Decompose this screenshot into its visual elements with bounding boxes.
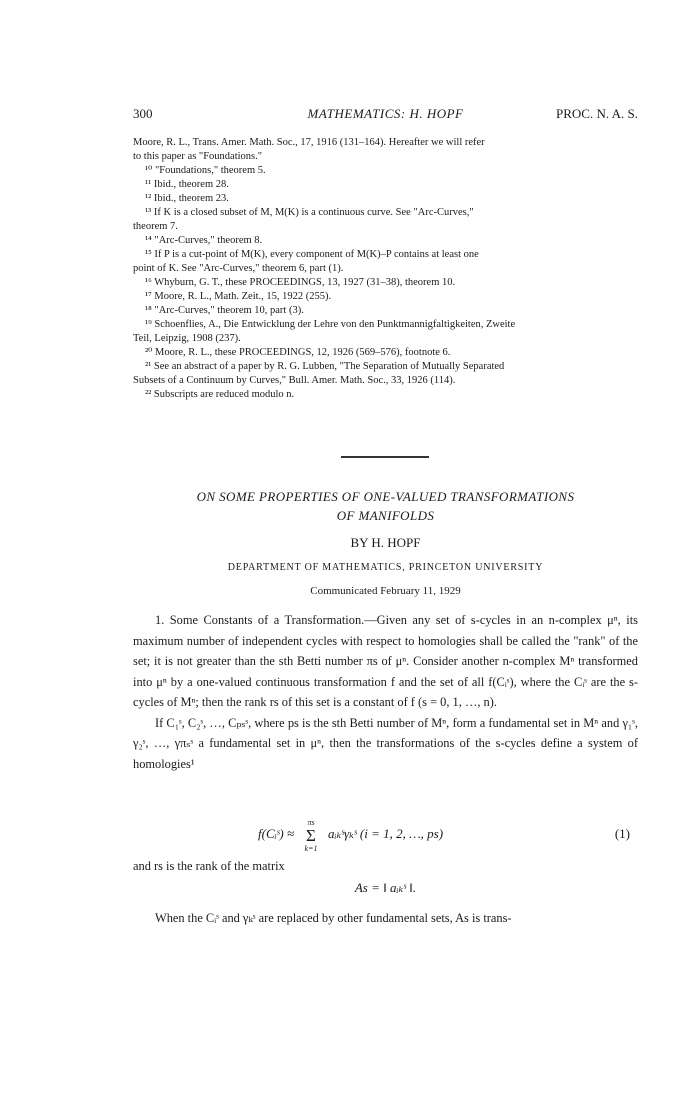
- sigma-symbol: Σ: [306, 826, 316, 845]
- footnote-line: ¹³ If K is a closed subset of M, M(K) is a continuous curve. See "Arc-Curves,": [145, 207, 474, 218]
- footnote-line: ¹⁸ "Arc-Curves," theorem 10, part (3).: [145, 305, 304, 316]
- communication-date: Communicated February 11, 1929: [310, 585, 461, 597]
- footnote-line: ²¹ See an abstract of a paper by R. G. Lubben, "The Separation of Mutually Separated: [145, 361, 505, 372]
- footnote-line: Teil, Leipzig, 1908 (237).: [133, 333, 241, 344]
- footnote-line: ¹⁰ "Foundations," theorem 5.: [145, 165, 266, 176]
- footnote-line: Subsets of a Continuum by Curves," Bull. Amer. Math. Soc., 33, 1926 (114).: [133, 375, 456, 386]
- section-divider: [341, 456, 429, 458]
- footnote-line: ¹² Ibid., theorem 23.: [145, 193, 229, 204]
- equation-number: (1): [614, 826, 630, 841]
- summation-upper-limit: πs: [307, 818, 315, 827]
- footnote-line: ¹¹ Ibid., theorem 28.: [145, 179, 229, 190]
- page-number: 300: [133, 106, 153, 121]
- article-author: BY H. HOPF: [350, 535, 421, 550]
- summation-lower-limit: k=1: [304, 844, 318, 853]
- article-title: [133, 487, 638, 525]
- footnote-line: to this paper as "Foundations.": [133, 151, 263, 162]
- paragraph-2: If C₁ˢ, C₂ˢ, …, Cₚₛˢ, where ps is the sth Betti number of Mⁿ, form a fundamental set in Mⁿ and γ₁ˢ, γ₂ˢ, …, γπₛˢ a fundamental set in μⁿ, then the transformations of the s-cycles define a system of homologies¹: [133, 715, 638, 771]
- footnote-line: ¹⁹ Schoenflies, A., Die Entwicklung der Lehre von den Punktmannigfaltigkeiten, Zweite: [145, 319, 516, 330]
- equation-1-left: f(Cᵢˢ) ≈: [258, 826, 295, 841]
- footnote-line: Moore, R. L., Trans. Amer. Math. Soc., 17, 1916 (131–164). Hereafter we will refer: [133, 137, 485, 148]
- journal-abbrev: PROC. N. A. S.: [556, 106, 638, 121]
- equation-2: As = ‖ aᵢₖˢ ‖.: [354, 880, 417, 895]
- footnote-line: ²⁰ Moore, R. L., these PROCEEDINGS, 12, 1926 (569–576), footnote 6.: [145, 347, 451, 358]
- article-title-line1: ON SOME PROPERTIES OF ONE-VALUED TRANSFORMATIONS: [196, 489, 575, 504]
- paragraph-matrix-intro: and rs is the rank of the matrix: [133, 859, 285, 873]
- article-title-line2: OF MANIFOLDS: [336, 508, 435, 523]
- equation-1: [133, 818, 638, 854]
- footnote-line: point of K. See "Arc-Curves," theorem 6, part (1).: [133, 263, 344, 274]
- paragraph-3: When the Cᵢˢ and γₖˢ are replaced by other fundamental sets, As is trans-: [155, 911, 512, 925]
- footnote-line: ¹⁶ Whyburn, G. T., these PROCEEDINGS, 13, 1927 (31–38), theorem 10.: [145, 277, 456, 288]
- footnote-line: ²² Subscripts are reduced modulo n.: [145, 389, 295, 400]
- footnote-line: ¹⁵ If P is a cut-point of M(K), every component of M(K)–P contains at least one: [145, 249, 479, 260]
- running-head: [133, 106, 638, 126]
- running-head-title: MATHEMATICS: H. HOPF: [307, 106, 464, 121]
- footnotes: [133, 136, 638, 402]
- footnote-line: theorem 7.: [133, 221, 178, 232]
- equation-1-right: aᵢₖˢγₖˢ (i = 1, 2, …, ps): [328, 826, 444, 841]
- article-body: [133, 610, 638, 774]
- paragraph-1: 1. Some Constants of a Transformation.—Given any set of s-cycles in an n-complex μⁿ, its maximum number of independent cycles with respect to homologies shall be called the "rank" of the set; it is not greater than the sth Betti number πs of μⁿ. Consider another n-complex Mⁿ transformed into μⁿ by a one-valued continuous transformation f and the set of all f(Cᵢˢ), where the Cᵢˢ are the s-cycles of Mⁿ; then the rank rs of this set is a constant of f (s = 0, 1, …, n).: [133, 613, 638, 709]
- summation-sign: [301, 818, 321, 853]
- footnote-line: ¹⁴ "Arc-Curves," theorem 8.: [145, 235, 263, 246]
- author-affiliation: DEPARTMENT OF MATHEMATICS, PRINCETON UNIVERSITY: [227, 562, 544, 573]
- footnote-line: ¹⁷ Moore, R. L., Math. Zeit., 15, 1922 (255).: [145, 291, 332, 302]
